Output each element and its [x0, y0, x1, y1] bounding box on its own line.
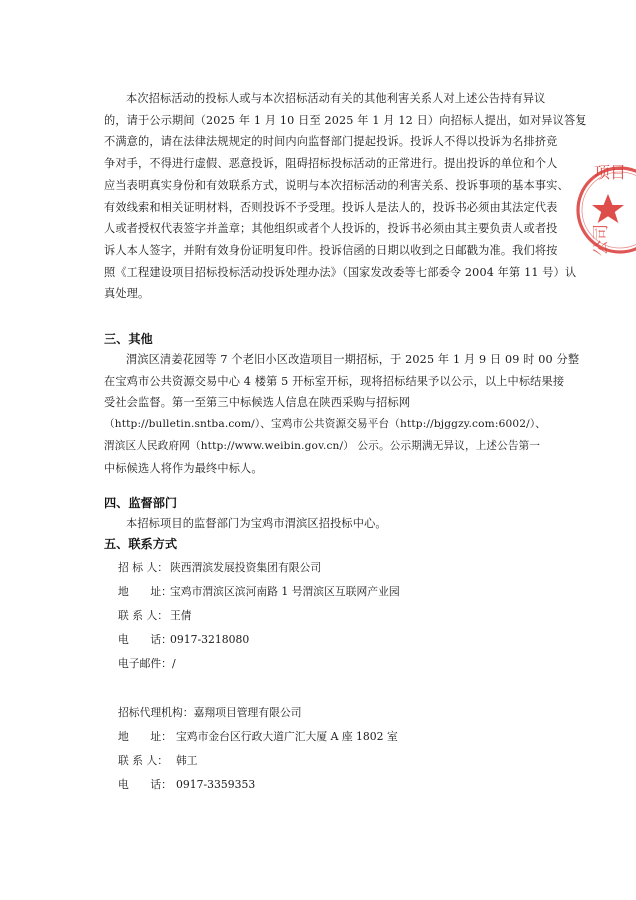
- agency-address-row: [118, 729, 398, 745]
- field-label: 电子邮件：: [118, 657, 172, 670]
- text-line: 诉人本人签字，并附有效身份证明复印件。投诉信函的日期以收到之日邮戳为准。我们将按: [104, 243, 558, 257]
- text-line: 本次招标活动的投标人或与本次招标活动有关的其他利害关系人对上述公告持有异议: [126, 92, 546, 105]
- agency-name-row: [118, 705, 302, 721]
- field-value: 韩工: [176, 754, 198, 767]
- field-value: 0917-3218080: [170, 633, 250, 646]
- section-heading-supervision: 四、监督部门: [104, 496, 178, 510]
- text-line: 受社会监督。第一至第三中标候选人信息在陕西采购与招标网: [104, 396, 411, 410]
- field-value: 宝鸡市渭滨区滨河南路 1 号渭滨区互联网产业园: [170, 585, 400, 598]
- seal-text-top: 项目: [594, 163, 627, 182]
- text-line: 真处理。: [104, 287, 150, 301]
- text-line: 不满意的，请在法律法规规定的时间内向监督部门提起投诉。投诉人不得以投诉为名排挤竞: [104, 135, 558, 149]
- text-line: 渭滨区清姜花园等 7 个老旧小区改造项目一期招标，于 2025 年 1 月 9 日 09 时 00 分整: [126, 353, 580, 366]
- text-line: 人或者授权代表签字并盖章；其他组织或者个人投诉的，投诉书必须由其主要负责人或者投: [104, 222, 558, 236]
- field-label: 招标代理机构：: [118, 706, 194, 719]
- other-paragraph: [104, 349, 580, 479]
- section-heading-other: 三、其他: [104, 332, 153, 346]
- field-label: 地 址：: [118, 730, 172, 743]
- agency-contact-row: [118, 753, 198, 769]
- seal-text-bottom: 公司: [591, 223, 610, 256]
- section-heading-contact: 五、联系方式: [104, 537, 178, 551]
- field-value: /: [171, 657, 176, 670]
- text-line: 有效线索和相关证明材料，否则投诉不予受理。投诉人是法人的，投诉书必须由其法定代表: [104, 200, 558, 214]
- field-label: 联 系 人：: [118, 754, 169, 767]
- agency-phone-row: [118, 777, 255, 793]
- supervision-paragraph: [104, 513, 528, 535]
- company-seal-stamp: [572, 142, 636, 282]
- field-label: 电 话：: [118, 633, 172, 646]
- field-label: 招 标 人：: [118, 561, 169, 574]
- text-line: 本招标项目的监督部门为宝鸡市渭滨区招投标中心。: [126, 517, 387, 530]
- text-line: 在宝鸡市公共资源交易中心 4 楼第 5 开标室开标，现将招标结果予以公示，以上中标结果接: [104, 374, 565, 388]
- field-value: 0917-3359353: [176, 778, 256, 791]
- field-label: 联 系 人：: [118, 609, 169, 622]
- text-line: 照《工程建设项目招标投标活动投诉处理办法》（国家发改委等七部委令 2004 年第 11 号）认: [104, 265, 577, 279]
- field-value: 宝鸡市金台区行政大道广汇大厦 A 座 1802 室: [176, 730, 398, 743]
- text-line: 应当表明真实身份和有效联系方式，说明与本次招标活动的利害关系、投诉事项的基本事实、: [104, 178, 569, 192]
- text-line: 的，请于公示期间（2025 年 1 月 10 日至 2025 年 1 月 12 日）向招标人提出，如对异议答复: [104, 113, 587, 127]
- field-label: 地 址：: [118, 585, 172, 598]
- tenderer-contact-row: [118, 608, 192, 624]
- text-line: 中标候选人将作为最终中标人。: [104, 461, 263, 475]
- field-value: 王倩: [170, 609, 192, 622]
- tenderer-email-row: [118, 656, 176, 672]
- objection-paragraph: [104, 88, 587, 305]
- text-line: 渭滨区人民政府网（http://www.weibin.gov.cn/） 公示。公示期满无异议，上述公告第一: [104, 439, 541, 452]
- text-line: 争对手，不得进行虚假、恶意投诉，阻碍招标投标活动的正常进行。提出投诉的单位和个人: [104, 157, 558, 171]
- field-label: 电 话：: [118, 778, 172, 791]
- tenderer-address-row: [118, 584, 400, 600]
- field-value: 嘉翔项目管理有限公司: [193, 706, 302, 719]
- tenderer-phone-row: [118, 632, 249, 648]
- tenderer-name-row: [118, 560, 321, 576]
- text-line: （http://bulletin.sntba.com/）、宝鸡市公共资源交易平台（http://bjggzy.com:6002/）、: [104, 418, 547, 431]
- field-value: 陕西渭滨发展投资集团有限公司: [170, 561, 322, 574]
